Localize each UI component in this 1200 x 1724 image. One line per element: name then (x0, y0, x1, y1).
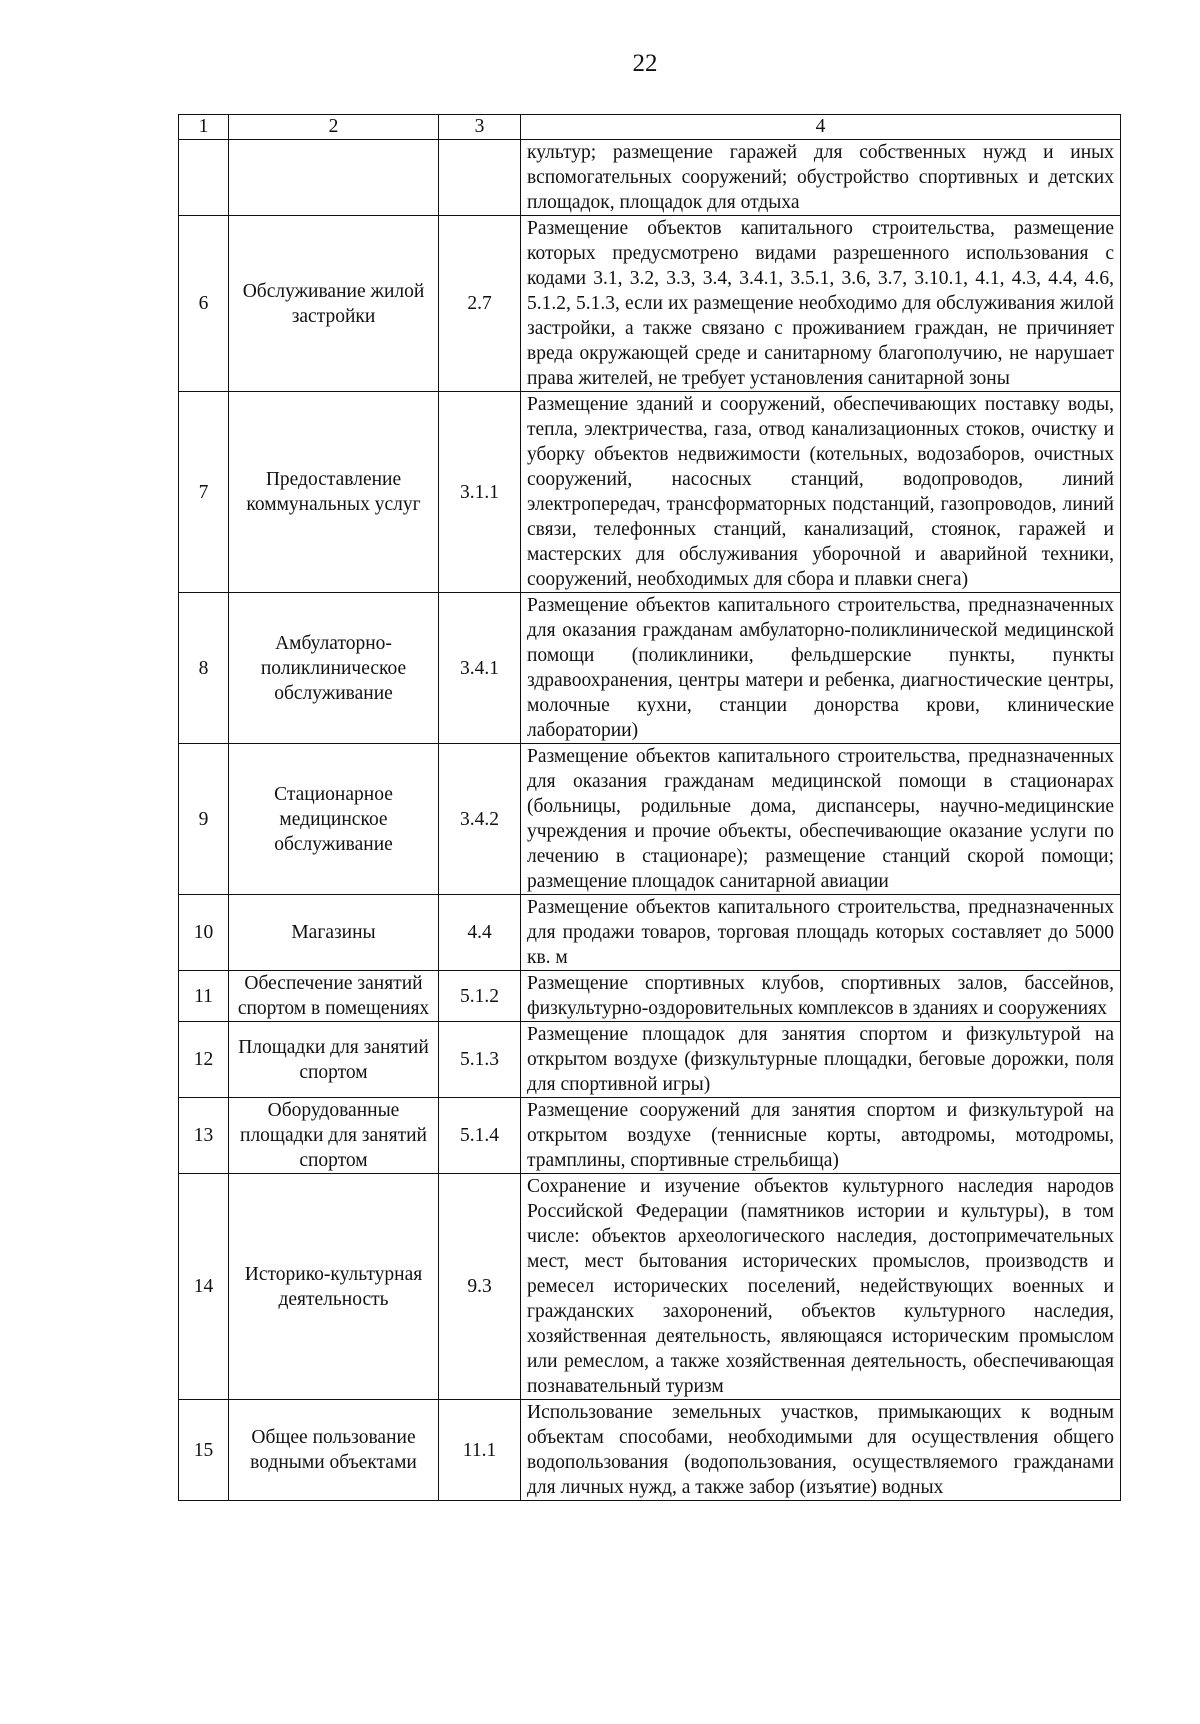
table-row (179, 971, 1121, 1022)
use-code: 3.1.1 (439, 392, 521, 593)
table-header-row (179, 115, 1121, 140)
row-number (179, 140, 229, 216)
use-code: 4.4 (439, 895, 521, 971)
use-code: 5.1.4 (439, 1098, 521, 1174)
use-description: Размещение сооружений для занятия спортом и физкультурой на открытом воздухе (теннисные корты, автодромы, мотодромы, трамплины, спортивные стрельбища) (521, 1098, 1121, 1174)
table-row (179, 593, 1121, 744)
table-row (179, 1022, 1121, 1098)
row-number: 10 (179, 895, 229, 971)
use-description: Размещение объектов капитального строительства, размещение которых предусмотрено видами разрешенного использования с кодами 3.1, 3.2, 3.3, 3.4, 3.4.1, 3.5.1, 3.6, 3.7, 3.10.1, 4.1, 4.3, 4.4, 4.6, 5.1.2, 5.1.3, если их размещение необходимо для обслуживания жилой застройки, а также связано с проживанием граждан, не причиняет вреда окружающей среде и санитарному благополучию, не нарушает права жителей, не требует установления санитарной зоны (521, 216, 1121, 392)
row-number: 11 (179, 971, 229, 1022)
table-row (179, 216, 1121, 392)
row-number: 8 (179, 593, 229, 744)
land-use-table (178, 114, 1121, 1501)
row-number: 14 (179, 1174, 229, 1400)
header-col-1: 1 (179, 115, 229, 140)
use-name: Стационарное медицинское обслуживание (229, 744, 439, 895)
use-description: Размещение объектов капитального строительства, предназначенных для оказания гражданам медицинской помощи в стационарах (больницы, родильные дома, диспансеры, научно-медицинские учреждения и прочие объекты, обеспечивающие оказание услуги по лечению в стационаре); размещение станций скорой помощи; размещение площадок санитарной авиации (521, 744, 1121, 895)
use-name (229, 140, 439, 216)
use-description: Размещение спортивных клубов, спортивных залов, бассейнов, физкультурно-оздоровительных комплексов в зданиях и сооружениях (521, 971, 1121, 1022)
use-name: Общее пользование водными объектами (229, 1400, 439, 1501)
use-code: 3.4.1 (439, 593, 521, 744)
use-code: 5.1.2 (439, 971, 521, 1022)
table-row (179, 1098, 1121, 1174)
table-row (179, 1174, 1121, 1400)
use-name: Оборудованные площадки для занятий спортом (229, 1098, 439, 1174)
use-name: Площадки для занятий спортом (229, 1022, 439, 1098)
use-name: Амбулаторно-поликлиническое обслуживание (229, 593, 439, 744)
table-row (179, 895, 1121, 971)
row-number: 13 (179, 1098, 229, 1174)
header-col-2: 2 (229, 115, 439, 140)
row-number: 12 (179, 1022, 229, 1098)
use-description: культур; размещение гаражей для собственных нужд и иных вспомогательных сооружений; обустройство спортивных и детских площадок, площадок для отдыха (521, 140, 1121, 216)
use-description: Размещение объектов капитального строительства, предназначенных для оказания гражданам амбулаторно-поликлинической медицинской помощи (поликлиники, фельдшерские пункты, пункты здравоохранения, центры матери и ребенка, диагностические центры, молочные кухни, станции донорства крови, клинические лаборатории) (521, 593, 1121, 744)
header-col-3: 3 (439, 115, 521, 140)
page-number: 22 (632, 50, 658, 77)
row-number: 7 (179, 392, 229, 593)
use-name: Магазины (229, 895, 439, 971)
use-code (439, 140, 521, 216)
use-name: Обеспечение занятий спортом в помещениях (229, 971, 439, 1022)
header-col-4: 4 (521, 115, 1121, 140)
use-name: Предоставление коммунальных услуг (229, 392, 439, 593)
use-code: 3.4.2 (439, 744, 521, 895)
use-name: Историко-культурная деятельность (229, 1174, 439, 1400)
table-row (179, 1400, 1121, 1501)
table-row (179, 392, 1121, 593)
use-code: 11.1 (439, 1400, 521, 1501)
use-code: 5.1.3 (439, 1022, 521, 1098)
use-name: Обслуживание жилой застройки (229, 216, 439, 392)
row-number: 15 (179, 1400, 229, 1501)
use-description: Размещение площадок для занятия спортом и физкультурой на открытом воздухе (физкультурные площадки, беговые дорожки, поля для спортивной игры) (521, 1022, 1121, 1098)
use-description: Размещение зданий и сооружений, обеспечивающих поставку воды, тепла, электричества, газа, отвод канализационных стоков, очистку и уборку объектов недвижимости (котельных, водозаборов, очистных сооружений, насосных станций, водопроводов, линий электропередач, трансформаторных подстанций, газопроводов, линий связи, телефонных станций, канализаций, стоянок, гаражей и мастерских для обслуживания уборочной и аварийной техники, сооружений, необходимых для сбора и плавки снега) (521, 392, 1121, 593)
use-code: 2.7 (439, 216, 521, 392)
use-description: Сохранение и изучение объектов культурного наследия народов Российской Федерации (памятников истории и культуры), в том числе: объектов археологического наследия, достопримечательных мест, мест бытования исторических промыслов, производств и ремесел исторических поселений, недействующих военных и гражданских захоронений, объектов культурного наследия, хозяйственная деятельность, являющаяся историческим промыслом или ремеслом, а также хозяйственная деятельность, обеспечивающая познавательный туризм (521, 1174, 1121, 1400)
use-code: 9.3 (439, 1174, 521, 1400)
use-description: Размещение объектов капитального строительства, предназначенных для продажи товаров, торговая площадь которых составляет до 5000 кв. м (521, 895, 1121, 971)
table-row (179, 744, 1121, 895)
row-number: 6 (179, 216, 229, 392)
row-number: 9 (179, 744, 229, 895)
use-description: Использование земельных участков, примыкающих к водным объектам способами, необходимыми для осуществления общего водопользования (водопользования, осуществляемого гражданами для личных нужд, а также забор (изъятие) водных (521, 1400, 1121, 1501)
table-row (179, 140, 1121, 216)
